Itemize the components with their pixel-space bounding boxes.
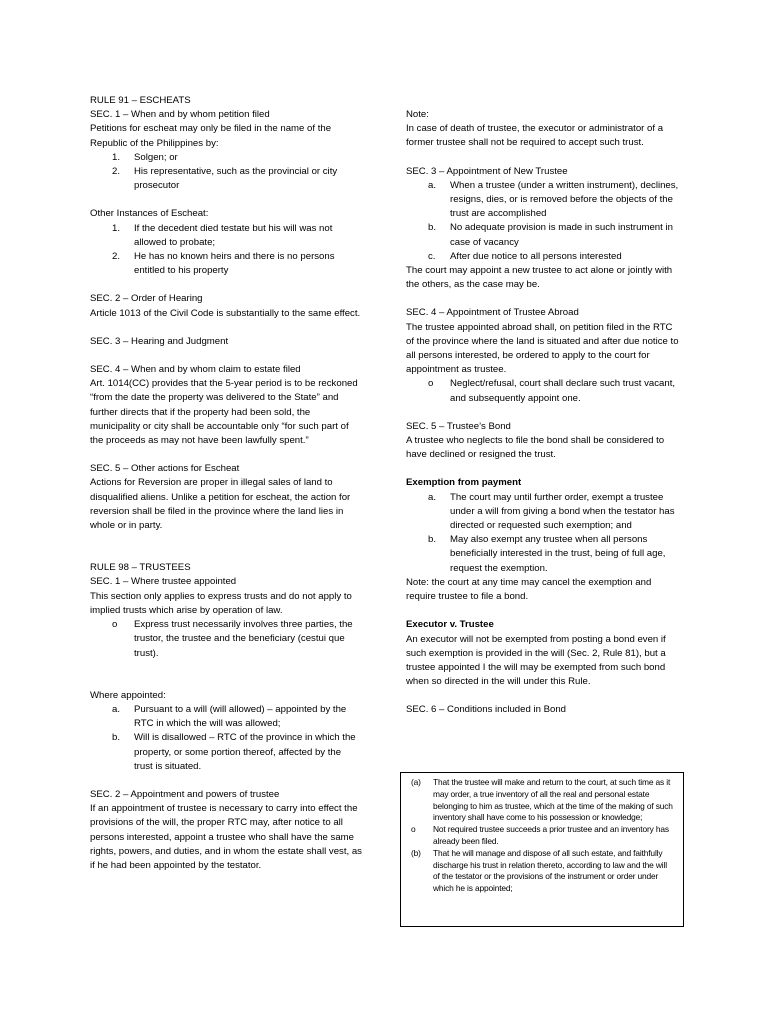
list-item: o Neglect/refusal, court shall declare such trust vacant, and subsequently appoint one. — [428, 378, 676, 404]
note-text: In case of death of trustee, the executor or administrator of a former trustee shall not be required to accept such trust. — [406, 123, 664, 149]
note-heading: Note: — [406, 109, 429, 120]
r98-sec4-text: The trustee appointed abroad shall, on petition filed in the RTC of the province where the land is situated and after due notice to all persons interested, be ordered to apply to the court for appointment as trustee. — [406, 321, 679, 376]
r98-sec5-text: A trustee who neglects to file the bond shall be considered to have declined or resigned the trust. — [406, 435, 665, 461]
list-item: 2. He has no known heirs and there is no persons entitled to his property — [112, 251, 335, 277]
list-item: b. Will is disallowed – RTC of the province in which the property, or some portion thereof, affected by the trust is situated. — [112, 732, 356, 772]
list-item: a. Pursuant to a will (will allowed) – appointed by the RTC in which the will was allowed; — [112, 703, 347, 730]
r98-sec3-text: The court may appoint a new trustee to act alone or jointly with the others, as the case may be. — [406, 265, 673, 291]
r98-sec3-heading: SEC. 3 – Appointment of New Trustee — [406, 165, 568, 177]
list-item: (a) That the trustee will make and return to the court, at such time as it may order, a true inventory of all the real and personal estate belonging to him as trustee, which at the time of the making of such inventory shall have come to his possession or knowledge; — [411, 777, 673, 823]
r98-sec2-text: If an appointment of trustee is necessary to carry into effect the provisions of the will, the proper RTC may, after notice to all persons interested, appoint a trustee who shall have the same rights, powers, and duties, and in whom the estate shall vest, as if he had been appointed by the testator. — [90, 803, 362, 871]
r98-sec2-heading: SEC. 2 – Appointment and powers of trustee — [90, 788, 280, 800]
left-column — [90, 94, 362, 873]
sec2-text: Article 1013 of the Civil Code is substantially to the same effect. — [90, 307, 361, 319]
r98-sec1-text: This section only applies to express trusts and do not apply to implied trusts which arise by operation of law. — [90, 590, 352, 616]
exemption-heading: Exemption from payment — [406, 477, 522, 489]
executor-v-trustee-heading: Executor v. Trustee — [406, 619, 494, 631]
sec5-heading: SEC. 5 – Other actions for Escheat — [90, 463, 240, 475]
sec5-text: Actions for Reversion are proper in illegal sales of land to disqualified aliens. Unlike a petition for escheat, the action for reversion shall be filed in the province where the land lies in whole or in party. — [90, 477, 351, 532]
r98-sec6-heading: SEC. 6 – Conditions included in Bond — [406, 704, 566, 716]
rule98-heading: RULE 98 – TRUSTEES — [90, 562, 191, 574]
list-item: o Express trust necessarily involves three parties, the trustor, the trustee and the beneficiary (cestui que trust). — [112, 619, 353, 659]
where-appointed-heading: Where appointed: — [90, 689, 166, 701]
sec3-heading: SEC. 3 – Hearing and Judgment — [90, 335, 229, 347]
list-item: c. After due notice to all persons interested — [428, 250, 622, 262]
sec4-heading: SEC. 4 – When and by whom claim to estate filed — [90, 364, 301, 376]
rule91-heading: RULE 91 – ESCHEATS — [90, 95, 191, 106]
list-item: a. The court may until further order, exempt a trustee under a will from giving a bond when the testator has directed or requested such exemption; and — [428, 491, 675, 532]
list-item: o Not required trustee succeeds a prior trustee and an inventory has already been filed. — [411, 824, 669, 846]
bond-conditions-box — [400, 772, 684, 927]
r98-sec4-heading: SEC. 4 – Appointment of Trustee Abroad — [406, 307, 579, 319]
exemption-note: Note: the court at any time may cancel the exemption and require trustee to file a bond. — [406, 576, 652, 603]
list-item: b. No adequate provision is made in such instrument in case of vacancy — [428, 222, 673, 248]
list-item: b. May also exempt any trustee when all persons beneficially interested in the trust, being of full age, request the exemption. — [428, 534, 666, 574]
list-item: 1. If the decedent died testate but his will was not allowed to probate; — [112, 222, 333, 248]
right-column — [406, 108, 682, 718]
sec4-text: Art. 1014(CC) provides that the 5-year period is to be reckoned “from the date the property was delivered to the State” and further directs that if the property had been sold, the municipality or city shall be accountable only “for such part of the proceeds as may not have been lawfully spent.” — [90, 378, 358, 447]
sec1-heading: SEC. 1 – When and by whom petition filed — [90, 109, 270, 121]
r98-sec1-heading: SEC. 1 – Where trustee appointed — [90, 576, 237, 588]
executor-v-trustee-text: An executor will not be exempted from posting a bond even if such exemption is provided in the will (Sec. 2, Rule 81), but a trustee appointed I the will may be exempted from such bond when so directed in the will under this Rule. — [406, 633, 666, 688]
list-item: 2. His representative, such as the provincial or city prosecutor — [112, 166, 338, 192]
sec1-text: Petitions for escheat may only be filed in the name of the Republic of the Philippines by: — [90, 123, 332, 149]
list-item: 1. Solgen; or — [112, 151, 178, 163]
list-item: a. When a trustee (under a written instrument), declines, resigns, dies, or is removed before the objects of the trust are accomplished — [428, 179, 679, 220]
list-item: (b) That he will manage and dispose of all such estate, and faithfully discharge his trust in relation thereto, according to law and the will of the testator or the provisions of the instrument or order under which he is appointed; — [411, 847, 667, 894]
r98-sec5-heading: SEC. 5 – Trustee’s Bond — [406, 420, 511, 432]
other-instances-heading: Other Instances of Escheat: — [90, 208, 209, 220]
sec2-heading: SEC. 2 – Order of Hearing — [90, 293, 203, 305]
